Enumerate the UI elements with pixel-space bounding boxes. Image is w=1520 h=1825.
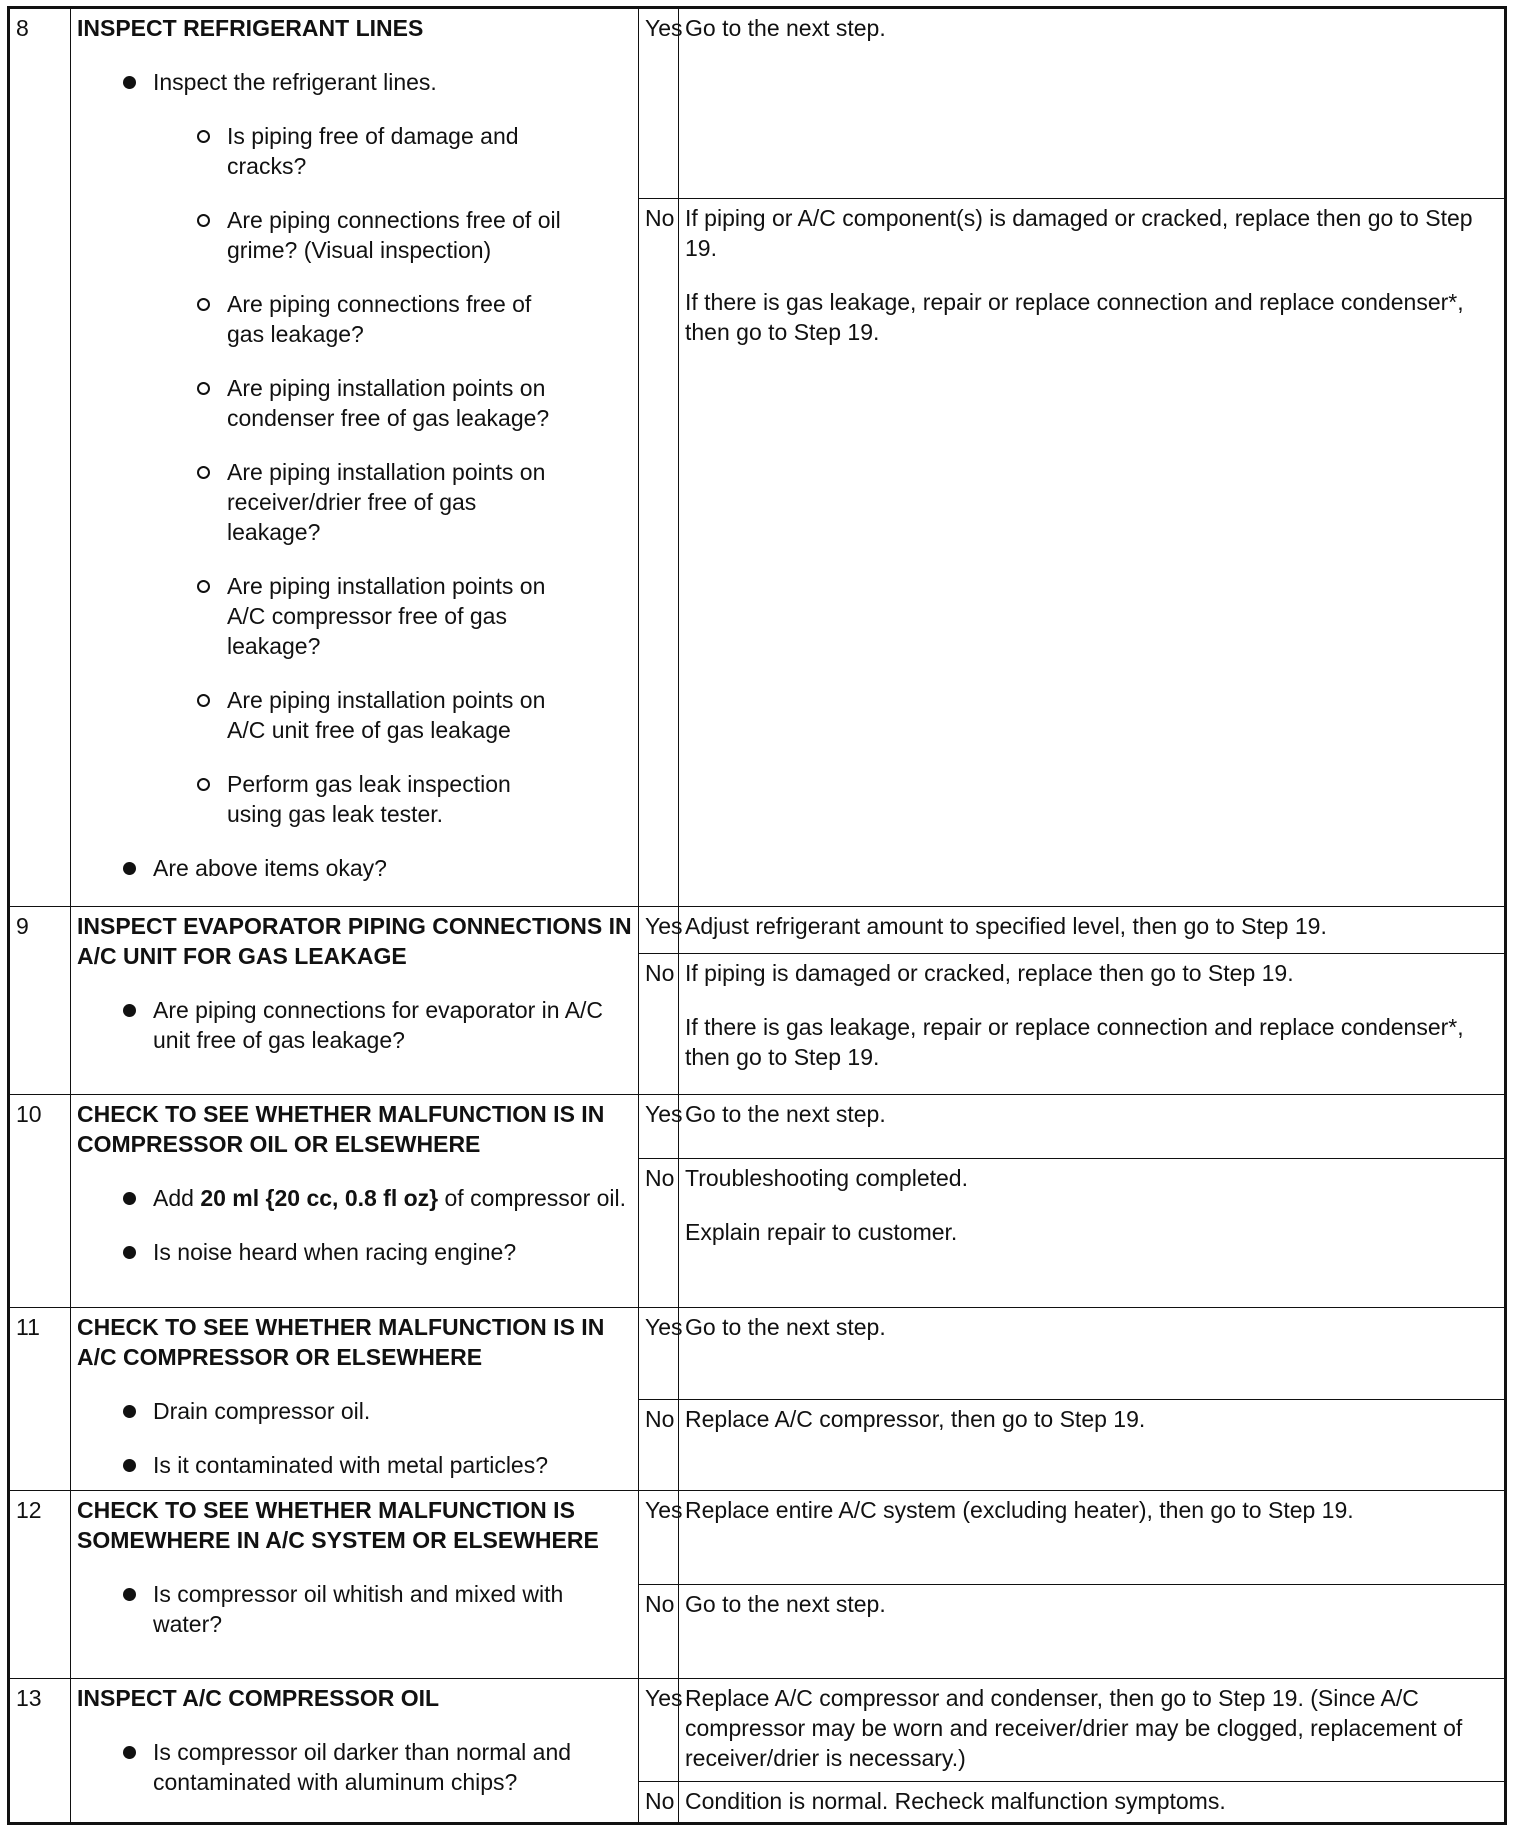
step-heading: INSPECT A/C COMPRESSOR OIL (77, 1685, 440, 1711)
step-check-cell (71, 8, 639, 907)
hollow-circle-icon (197, 694, 210, 707)
sub-item-text: Perform gas leak inspection using gas leak tester. (227, 771, 511, 827)
bullet-dot-icon (123, 1192, 136, 1205)
sub-item-text: Are piping connections free of oil grime? (Visual inspection) (227, 207, 561, 263)
step-number: 10 (9, 1095, 71, 1308)
bullet-text: Is compressor oil whitish and mixed with water? (153, 1581, 564, 1637)
action-text: Adjust refrigerant amount to specified level, then go to Step 19. (685, 913, 1327, 939)
action-text: Replace entire A/C system (excluding heater), then go to Step 19. (685, 1497, 1354, 1523)
action-text: Troubleshooting completed. (685, 1165, 968, 1191)
bullet-item (77, 1737, 632, 1797)
step-check-cell (71, 1095, 639, 1308)
step-number: 11 (9, 1308, 71, 1491)
hollow-circle-icon (197, 298, 210, 311)
bullet-item (77, 1183, 632, 1213)
no-action-cell (679, 1159, 1506, 1308)
result-label-no: No (639, 954, 679, 1095)
no-action-cell (679, 1585, 1506, 1679)
yes-action-cell (679, 1491, 1506, 1585)
bullet-dot-icon (123, 1459, 136, 1472)
action-text: If piping is damaged or cracked, replace then go to Step 19. (685, 960, 1294, 986)
result-label-no: No (639, 199, 679, 907)
step-heading: CHECK TO SEE WHETHER MALFUNCTION IS IN COMPRESSOR OIL OR ELSEWHERE (77, 1101, 605, 1157)
action-text: Go to the next step. (685, 15, 886, 41)
bullet-dot-icon (123, 76, 136, 89)
result-label-yes: Yes (639, 1095, 679, 1159)
sub-item (77, 205, 632, 265)
hollow-circle-icon (197, 466, 210, 479)
yes-action-cell (679, 1308, 1506, 1400)
step-number: 12 (9, 1491, 71, 1679)
bullet-text: Inspect the refrigerant lines. (153, 69, 437, 95)
action-text: Go to the next step. (685, 1314, 886, 1340)
bullet-item (77, 1396, 632, 1426)
action-text: Explain repair to customer. (685, 1219, 958, 1245)
step-heading: INSPECT REFRIGERANT LINES (77, 15, 424, 41)
step-row-12-yes (9, 1491, 1506, 1585)
result-label-yes: Yes (639, 1679, 679, 1782)
action-text: Go to the next step. (685, 1591, 886, 1617)
sub-item (77, 571, 632, 661)
result-label-no: No (639, 1400, 679, 1491)
sub-item-text: Are piping installation points on condenser free of gas leakage? (227, 375, 550, 431)
result-label-no: No (639, 1585, 679, 1679)
result-label-yes: Yes (639, 1491, 679, 1585)
hollow-circle-icon (197, 214, 210, 227)
action-text: If there is gas leakage, repair or replace connection and replace condenser*, then go to Step 19. (685, 289, 1464, 345)
sub-item-text: Are piping installation points on A/C compressor free of gas leakage? (227, 573, 546, 659)
step-row-9-yes (9, 907, 1506, 954)
yes-action-cell (679, 1679, 1506, 1782)
sub-item (77, 289, 632, 349)
step-check-cell (71, 1679, 639, 1824)
result-label-no: No (639, 1159, 679, 1308)
sub-item (77, 769, 632, 829)
action-text: Replace A/C compressor, then go to Step 19. (685, 1406, 1146, 1432)
no-action-cell (679, 1400, 1506, 1491)
sub-item-text: Are piping installation points on A/C unit free of gas leakage (227, 687, 546, 743)
no-action-cell (679, 199, 1506, 907)
bullet-text-pre: Add (153, 1185, 201, 1211)
diagnostic-procedure-table (7, 6, 1507, 1825)
sub-item (77, 457, 632, 547)
sub-item-list (77, 121, 632, 829)
result-label-no: No (639, 1782, 679, 1824)
bullet-dot-icon (123, 1588, 136, 1601)
yes-action-cell (679, 907, 1506, 954)
step-check-cell (71, 907, 639, 1095)
step-check-cell (71, 1491, 639, 1679)
action-text: If there is gas leakage, repair or replace connection and replace condenser*, then go to Step 19. (685, 1014, 1464, 1070)
bullet-text: Is compressor oil darker than normal and contaminated with aluminum chips? (153, 1739, 572, 1795)
action-text: Condition is normal. Recheck malfunction symptoms. (685, 1788, 1226, 1814)
step-row-13-yes (9, 1679, 1506, 1782)
yes-action-cell (679, 1095, 1506, 1159)
hollow-circle-icon (197, 130, 210, 143)
bullet-dot-icon (123, 1246, 136, 1259)
bullet-dot-icon (123, 1405, 136, 1418)
bullet-text: Is it contaminated with metal particles? (153, 1452, 549, 1478)
step-number: 13 (9, 1679, 71, 1824)
bullet-item (77, 67, 632, 97)
step-number: 9 (9, 907, 71, 1095)
result-label-yes: Yes (639, 1308, 679, 1400)
bullet-text-post: of compressor oil. (438, 1185, 627, 1211)
bullet-item (77, 853, 632, 883)
sub-item-text: Are piping installation points on receiver/drier free of gas leakage? (227, 459, 546, 545)
step-heading: CHECK TO SEE WHETHER MALFUNCTION IS SOMEWHERE IN A/C SYSTEM OR ELSEWHERE (77, 1497, 599, 1553)
action-text: Go to the next step. (685, 1101, 886, 1127)
hollow-circle-icon (197, 580, 210, 593)
sub-item (77, 121, 632, 181)
sub-item-text: Is piping free of damage and cracks? (227, 123, 519, 179)
bullet-dot-icon (123, 1004, 136, 1017)
bullet-text-emphasis: 20 ml {20 cc, 0.8 fl oz} (200, 1185, 439, 1211)
action-text: Replace A/C compressor and condenser, then go to Step 19. (Since A/C compressor may be worn and receiver/drier may be clogged, replacement of receiver/drier is necessary.) (685, 1685, 1463, 1771)
bullet-dot-icon (123, 1746, 136, 1759)
bullet-item (77, 1579, 632, 1639)
sub-item (77, 373, 632, 433)
bullet-text: Are piping connections for evaporator in A/C unit free of gas leakage? (153, 997, 604, 1053)
step-row-8-yes (9, 8, 1506, 199)
yes-action-cell (679, 8, 1506, 199)
result-label-yes: Yes (639, 907, 679, 954)
step-number: 8 (9, 8, 71, 907)
bullet-item (77, 995, 632, 1055)
bullet-item (77, 1237, 632, 1267)
bullet-text: Drain compressor oil. (153, 1398, 371, 1424)
step-row-11-yes (9, 1308, 1506, 1400)
bullet-text: Are above items okay? (153, 855, 387, 881)
step-check-cell (71, 1308, 639, 1491)
bullet-text: Is noise heard when racing engine? (153, 1239, 517, 1265)
bullet-dot-icon (123, 862, 136, 875)
action-text: If piping or A/C component(s) is damaged or cracked, replace then go to Step 19. (685, 205, 1473, 261)
step-row-10-yes (9, 1095, 1506, 1159)
sub-item (77, 685, 632, 745)
hollow-circle-icon (197, 382, 210, 395)
result-label-yes: Yes (639, 8, 679, 199)
step-heading: CHECK TO SEE WHETHER MALFUNCTION IS IN A/C COMPRESSOR OR ELSEWHERE (77, 1314, 605, 1370)
bullet-item (77, 1450, 632, 1480)
hollow-circle-icon (197, 778, 210, 791)
sub-item-text: Are piping connections free of gas leakage? (227, 291, 532, 347)
no-action-cell (679, 1782, 1506, 1824)
step-heading: INSPECT EVAPORATOR PIPING CONNECTIONS IN A/C UNIT FOR GAS LEAKAGE (77, 913, 632, 969)
no-action-cell (679, 954, 1506, 1095)
